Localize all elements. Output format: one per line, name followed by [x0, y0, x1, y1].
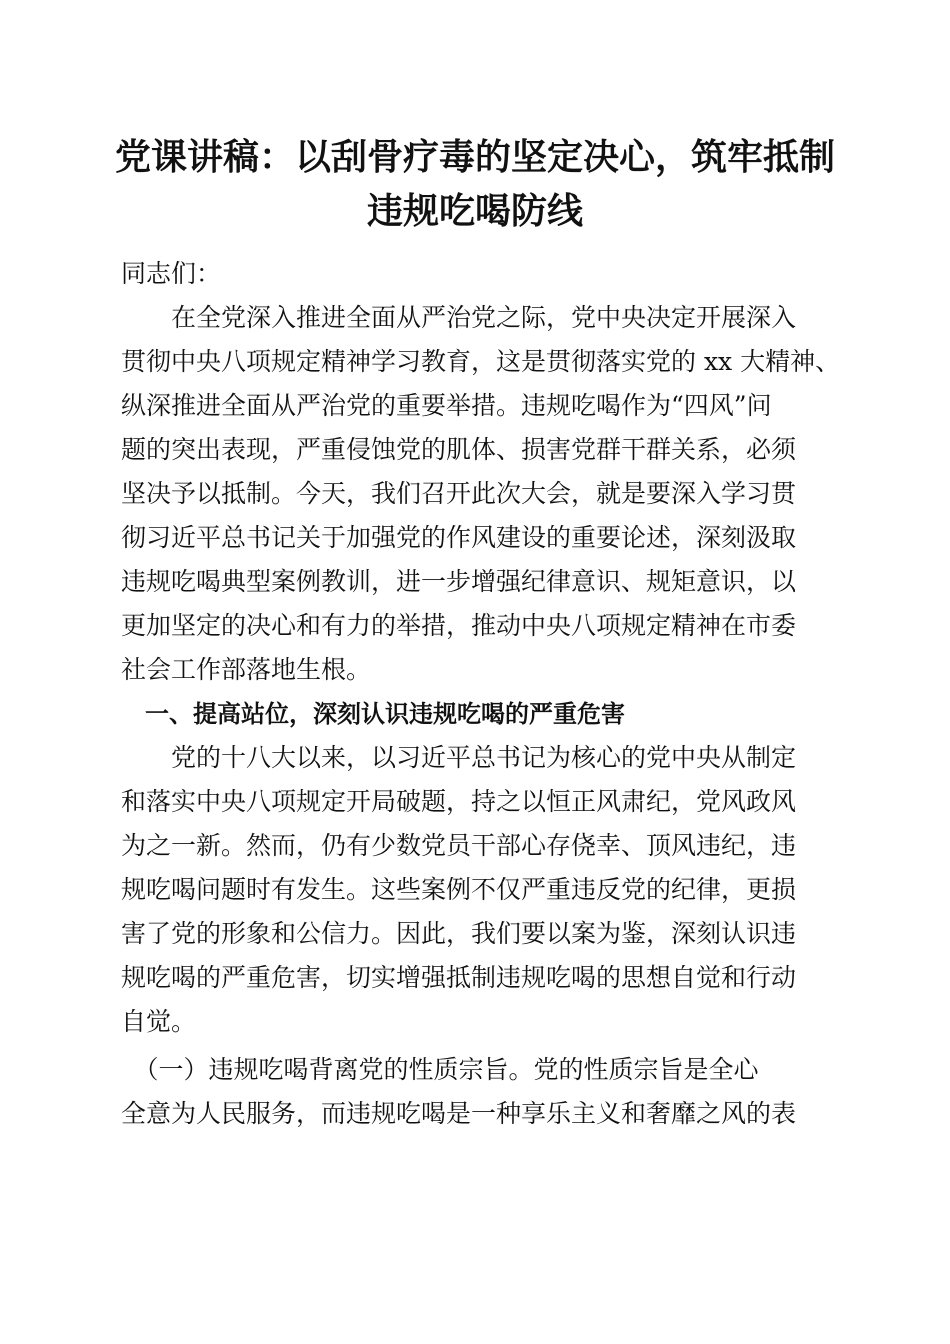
- section-1-line: 害了党的形象和公信力。因此，我们要以案为鉴，深刻认识违: [121, 919, 797, 948]
- title-line-2: 违规吃喝防线: [366, 190, 583, 232]
- intro-paragraph: [121, 296, 841, 692]
- intro-line: 在全党深入推进全面从严治党之际，党中央决定开展深入: [121, 303, 797, 332]
- section-1-line: 党的十八大以来，以习近平总书记为核心的党中央从制定: [121, 743, 797, 772]
- subsection-1-paragraph: [121, 1048, 841, 1136]
- subsection-1-line: 全意为人民服务，而违规吃喝是一种享乐主义和奢靡之风的表: [121, 1099, 797, 1128]
- section-1-paragraph: [121, 736, 841, 1044]
- intro-line: 违规吃喝典型案例教训，进一步增强纪律意识、规矩意识，以: [121, 567, 797, 596]
- section-heading-1: 一、提高站位，深刻认识违规吃喝的严重危害: [121, 700, 625, 728]
- intro-line: 彻习近平总书记关于加强党的作风建设的重要论述，深刻汲取: [121, 523, 797, 552]
- section-1-line: 规吃喝的严重危害，切实增强抵制违规吃喝的思想自觉和行动: [121, 963, 797, 992]
- document-title: [100, 130, 850, 238]
- intro-line: 社会工作部落地生根。: [121, 655, 372, 684]
- section-1-line: 和落实中央八项规定开局破题，持之以恒正风肃纪，党风政风: [121, 787, 797, 816]
- intro-line: 纵深推进全面从严治党的重要举措。违规吃喝作为“四风”问: [121, 391, 772, 420]
- subsection-1-line: （一）违规吃喝背离党的性质宗旨。党的性质宗旨是全心: [121, 1055, 759, 1084]
- section-1-line: 规吃喝问题时有发生。这些案例不仅严重违反党的纪律，更损: [121, 875, 797, 904]
- title-line-1: 党课讲稿：以刮骨疗毒的坚定决心，筑牢抵制: [114, 136, 835, 178]
- section-1-line: 自觉。: [121, 1007, 197, 1036]
- intro-line: 更加坚定的决心和有力的举措，推动中央八项规定精神在市委: [121, 611, 797, 640]
- intro-line: 贯彻中央八项规定精神学习教育，这是贯彻落实党的 xx 大精神、: [121, 347, 841, 376]
- salutation: 同志们：: [121, 259, 222, 288]
- intro-line: 坚决予以抵制。今天，我们召开此次大会，就是要深入学习贯: [121, 479, 797, 508]
- section-1-line: 为之一新。然而，仍有少数党员干部心存侥幸、顶风违纪，违: [121, 831, 797, 860]
- intro-line: 题的突出表现，严重侵蚀党的肌体、损害党群干群关系，必须: [121, 435, 797, 464]
- document-body: [121, 252, 841, 1136]
